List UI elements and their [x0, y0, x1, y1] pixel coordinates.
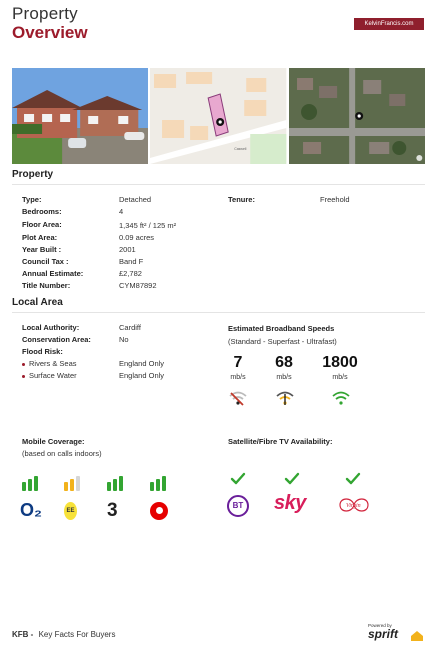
operator-o2 — [22, 470, 46, 522]
sky-logo: sky — [274, 492, 306, 514]
operator-logo-text: EE — [66, 508, 75, 514]
signal-bar — [64, 482, 68, 491]
speed-superfast-unit: mb/s — [276, 374, 292, 381]
signal-bar — [76, 476, 80, 491]
bt-logo: BT — [227, 495, 249, 517]
signal-bar — [28, 479, 32, 491]
mobile-coverage-subtitle: (based on calls indoors) — [22, 449, 102, 458]
check-icon — [230, 472, 246, 486]
signal-bar — [34, 476, 38, 491]
signal-bar — [70, 479, 74, 491]
broadband-title: Estimated Broadband Speeds — [228, 324, 335, 333]
vodafone-mark — [156, 507, 163, 514]
broadband-subtitle: (Standard - Superfast - Ultrafast) — [228, 337, 337, 346]
signal-bar — [119, 476, 123, 491]
check-icon — [284, 472, 300, 486]
local-area-section-title: Local Area — [12, 297, 63, 308]
sprift-house-icon — [410, 630, 424, 642]
street-photo[interactable] — [12, 68, 148, 164]
signal-bar — [150, 482, 154, 491]
check-icon — [345, 472, 361, 486]
wifi-low-icon — [228, 390, 248, 406]
speed-ultrafast-unit: mb/s — [332, 374, 348, 381]
svg-text:Virgin: Virgin — [346, 503, 361, 509]
powered-by-label: Powered by — [368, 623, 392, 628]
footer-prefix: KFB - — [12, 630, 34, 639]
footer — [12, 630, 115, 639]
map-view[interactable] — [150, 68, 286, 164]
signal-bar — [22, 482, 26, 491]
virgin-logo — [337, 494, 371, 516]
operator-logo-text: 3 — [107, 500, 118, 521]
svg-text:Caswell: Caswell — [234, 147, 247, 151]
wifi-high-icon — [331, 390, 351, 406]
property-details: Type: Detached Bedrooms: 4 Floor Area: 1,345 ft² / 125 m² Plot Area: 0.09 acres Year Built : 2001 Council Tax : Band F Annual Estimate: £2,782 Title Number: CYM87892 — [22, 195, 177, 290]
ee-logo — [64, 502, 77, 520]
o2-logo — [20, 500, 42, 521]
operator-logo-text: O₂ — [20, 500, 42, 520]
tenure-row: Tenure: Freehold — [228, 195, 350, 204]
sprift-logo: sprift — [368, 627, 398, 641]
satellite-view[interactable] — [289, 68, 425, 164]
speed-superfast-value: 68 — [275, 354, 293, 371]
powered-by-block — [368, 623, 428, 645]
signal-bar — [156, 479, 160, 491]
mobile-coverage-title: Mobile Coverage: — [22, 437, 85, 446]
speed-standard-unit: mb/s — [230, 374, 246, 381]
signal-bar — [107, 482, 111, 491]
signal-bar — [113, 479, 117, 491]
operator-vodafone — [150, 470, 174, 522]
property-section-title: Property — [12, 169, 54, 180]
wifi-medium-icon — [275, 390, 295, 406]
vodafone-logo — [150, 502, 168, 520]
operator-three — [107, 470, 131, 522]
brand-logo[interactable]: KelvinFrancis.com — [354, 18, 424, 30]
page-header — [12, 4, 88, 43]
page-title-line2: Overview — [12, 23, 88, 42]
local-area-details: Local Authority: Cardiff Conservation Area: No Flood Risk: Rivers & Seas England Only Surface Water England Only — [22, 323, 165, 380]
operator-ee — [64, 470, 88, 522]
speed-ultrafast-value: 1800 — [322, 354, 358, 371]
speed-standard-value: 7 — [233, 354, 243, 371]
three-logo — [107, 500, 118, 522]
section-divider — [12, 184, 425, 185]
bullet-icon — [22, 375, 25, 378]
signal-bar — [162, 476, 166, 491]
section-divider — [12, 312, 425, 313]
page-title-line1: Property — [12, 4, 78, 23]
tv-title: Satellite/Fibre TV Availability: — [228, 437, 333, 446]
footer-text: Key Facts For Buyers — [38, 630, 116, 639]
bullet-icon — [22, 363, 25, 366]
photo-strip — [12, 68, 425, 164]
